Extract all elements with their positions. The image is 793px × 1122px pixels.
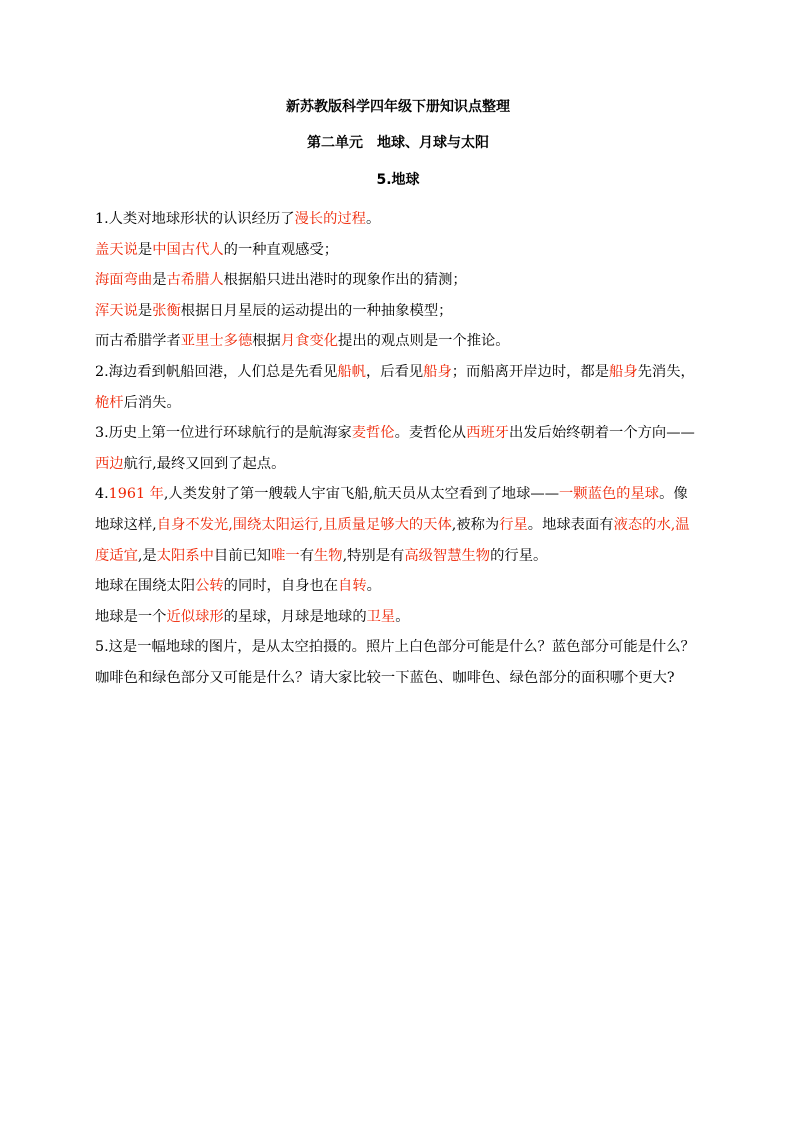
text-run: 航行,最终又回到了起点。 — [123, 455, 286, 472]
text-run: 5.这是一幅地球的图片，是从太空拍摄的。照片上白色部分可能是什么？蓝色部分可能是什么？咖啡色和绿色部分又可能是什么？请大家比较一下蓝色、咖啡色、绿色部分的面积哪个更大? — [95, 639, 695, 686]
highlighted-text: 船身 — [423, 363, 452, 380]
text-run: 的行星。 — [490, 547, 548, 564]
text-run: 的一种直观感受； — [223, 241, 339, 258]
paragraph — [95, 602, 701, 633]
text-run: 目前已知 — [213, 547, 272, 564]
text-run: 而古希腊学者 — [95, 333, 181, 350]
text-run: 是 — [137, 241, 153, 258]
paragraph — [95, 479, 701, 571]
highlighted-text: 桅杆 — [95, 394, 124, 411]
paragraph — [95, 204, 701, 235]
highlighted-text: 太阳系中 — [156, 547, 214, 564]
highlighted-text: 生物 — [314, 547, 343, 564]
highlighted-text: 唯一 — [271, 547, 300, 564]
highlighted-text: 船身 — [609, 363, 638, 380]
text-run: 后消失。 — [123, 394, 181, 411]
paragraph — [95, 632, 701, 693]
text-run: 。 — [366, 578, 381, 595]
highlighted-text: 高级智慧生物 — [404, 547, 491, 564]
highlighted-text: 卫星 — [366, 608, 396, 625]
paragraph — [95, 326, 701, 357]
document-title: 新苏教版科学四年级下册知识点整理 — [286, 99, 510, 115]
highlighted-text: 1961 年 — [108, 486, 164, 503]
text-run: 的同时，自身也在 — [223, 578, 339, 595]
text-run: 2.海边看到帆船回港，人们总是先看见 — [95, 363, 338, 380]
highlighted-text: 近似球形 — [166, 608, 224, 625]
highlighted-text: 自转 — [338, 578, 367, 595]
highlighted-text: 船帆 — [337, 363, 366, 380]
paragraph — [95, 357, 701, 418]
highlighted-text: 行星 — [499, 516, 528, 533]
text-run: 地球在围绕太阳 — [95, 578, 196, 595]
highlighted-text: 亚里士多德 — [180, 333, 253, 350]
text-run: ,人类发射了第一艘载人宇宙飞船,航天员从太空看到了地球—— — [163, 486, 559, 503]
paragraph — [95, 296, 701, 327]
text-run: 。像地球这样, — [95, 486, 688, 533]
highlighted-text: 月食变化 — [280, 333, 339, 350]
highlighted-text: 自身不发光,围绕太阳运行,且质量足够大的天体 — [156, 516, 452, 533]
text-run: 是 — [152, 272, 167, 289]
text-run: 。地球表面有 — [527, 516, 614, 533]
highlighted-text: 西班牙 — [466, 425, 509, 442]
lesson-heading: 5.地球 — [376, 172, 420, 188]
text-run: 1.人类对地球形状的认识经历了 — [95, 211, 295, 227]
text-run: 根据 — [252, 333, 281, 350]
text-run: 有 — [299, 547, 314, 564]
text-run: 。麦哲伦从 — [394, 425, 467, 442]
highlighted-text: 中国古代人 — [152, 241, 224, 258]
text-run: 提出的观点则是一个推论。 — [338, 333, 510, 350]
text-run: 先消失， — [637, 363, 695, 380]
highlighted-text: 公转 — [195, 578, 224, 595]
text-run: 3.历史上第一位进行环球航行的是航海家 — [95, 425, 352, 442]
text-run: ；而船离开岸边时，都是 — [451, 363, 610, 380]
highlighted-text: 盖天说 — [95, 241, 138, 258]
text-run: ,特别是有 — [342, 547, 405, 564]
highlighted-text: 漫长的过程 — [294, 211, 366, 227]
document-page — [95, 97, 701, 694]
text-run: ,被称为 — [451, 516, 500, 533]
text-run: 。 — [365, 211, 381, 227]
highlighted-text: 液态的水,温度适宜 — [95, 516, 690, 564]
text-run: 根据船只进出港时的现象作出的猜测； — [223, 272, 467, 289]
text-run: 地球是一个 — [95, 608, 167, 625]
highlighted-text: 张衡 — [152, 302, 181, 319]
text-run: ,是 — [137, 547, 157, 564]
paragraph — [95, 235, 701, 266]
highlighted-text: 一颗蓝色的星球 — [559, 486, 660, 503]
paragraph — [95, 418, 701, 479]
text-run: 是 — [137, 302, 153, 319]
body-text — [95, 204, 701, 694]
highlighted-text: 麦哲伦 — [351, 425, 395, 442]
highlighted-text: 浑天说 — [95, 302, 138, 319]
text-run: ，后看见 — [365, 363, 424, 380]
highlighted-text: 西边 — [95, 455, 124, 472]
paragraph — [95, 571, 701, 602]
text-run: 4. — [95, 486, 109, 503]
unit-heading: 第二单元 地球、月球与太阳 — [307, 135, 489, 151]
highlighted-text: 古希腊人 — [166, 272, 224, 289]
text-run: 根据日月星辰的运动提出的一种抽象模型； — [180, 302, 453, 319]
paragraph — [95, 265, 701, 296]
text-run: 出发后始终朝着一个方向—— — [508, 425, 695, 442]
text-run: 的星球，月球是地球的 — [223, 608, 367, 625]
text-run: 。 — [395, 608, 410, 625]
highlighted-text: 海面弯曲 — [95, 272, 153, 289]
